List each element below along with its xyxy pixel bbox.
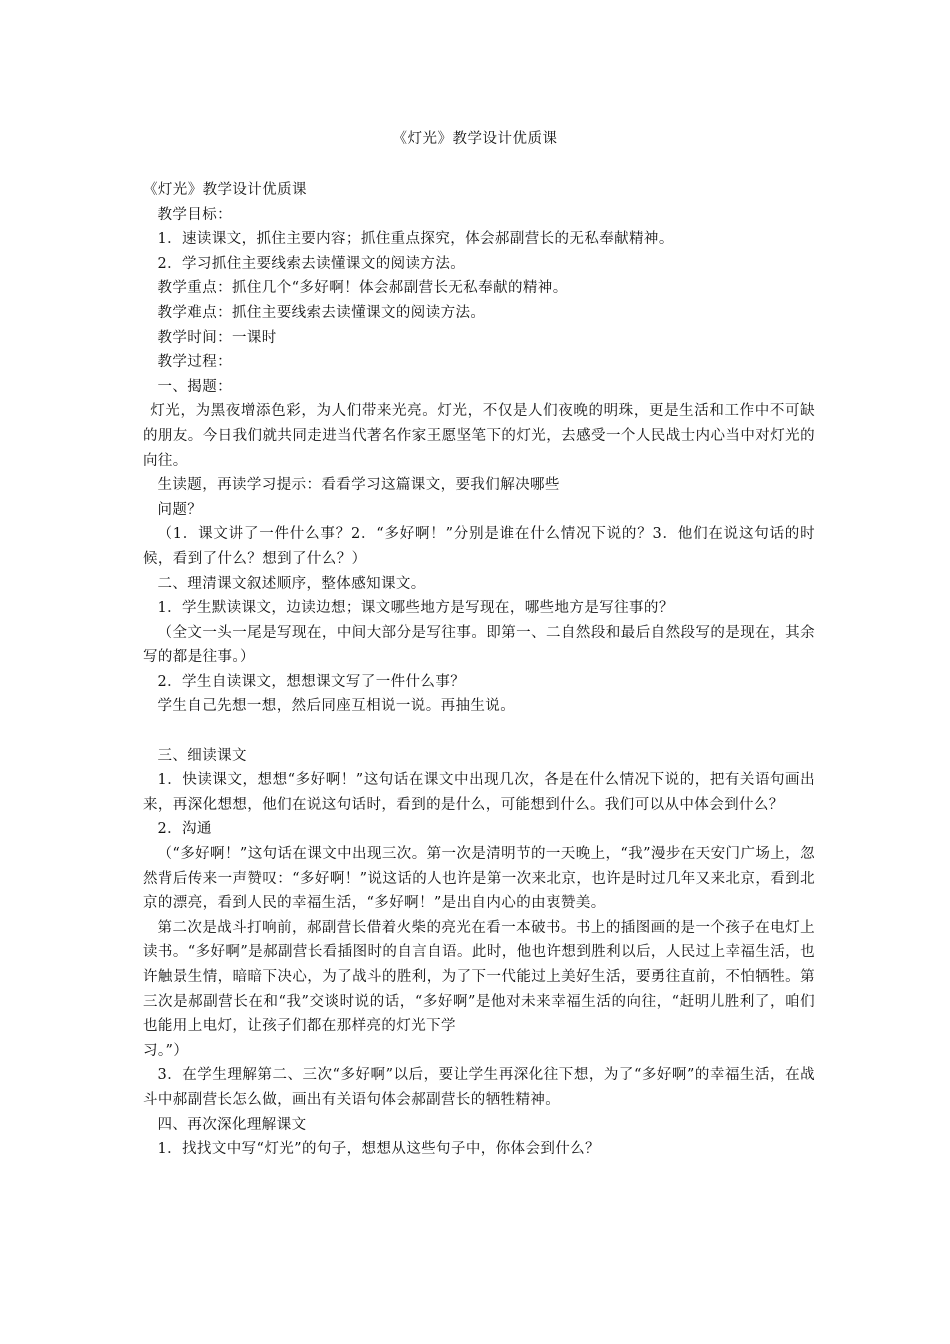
reading-prompt-line: 生读题，再读学习提示：看看学习这篇课文，要我们解决哪些	[157, 477, 560, 494]
step-3-2-answer-part2: 第二次是战斗打响前，郝副营长借着火柴的亮光在看一本破书。书上的插图画的是一个孩子在电灯上读书。“多好啊”是郝副营长看插图时的自言自语。此时，他也许想到胜利以后，人民过上幸福生活，也许触景生情，暗暗下决心，为了战斗的胜利，为了下一代能过上美好生活，要勇往直前，不怕牺牲。第三次是郝副营长在和“我”交谈时说的话，“多好啊”是他对未来幸福生活的向往，“赶明儿胜利了，咱们也能用上电灯，让孩子们都在那样亮的灯光下学	[143, 919, 815, 1035]
blank-line	[143, 719, 815, 744]
teaching-difficulty: 教学难点：抓住主要线索去读懂课文的阅读方法。	[157, 304, 486, 321]
section-heading-4: 四、再次深化理解课文	[157, 1116, 307, 1133]
step-3-2-answer-part1: （“多好啊！”这句话在课文中出现三次。第一次是清明节的一天晚上，“我”漫步在天安门广场上，忽然背后传来一声赞叹：“多好啊！”说这话的人也许是第一次来北京，也许是时过几年又来北京，看到北京的漂亮，看到人民的幸福生活，“多好啊！”是出自内心的由衷赞美。	[143, 846, 815, 912]
section-heading-2: 二、理清课文叙述顺序，整体感知课文。	[157, 575, 426, 592]
step-4-1: 1．找找文中写“灯光”的句子，想想从这些句子中，你体会到什么？	[157, 1141, 600, 1158]
step-2-1: 1．学生默读课文，边读边想；课文哪些地方是写现在，哪些地方是写往事的？	[157, 600, 674, 617]
step-3-2: 2．沟通	[157, 821, 212, 838]
step-3-1: 1．快读课文，想想“多好啊！”这句话在课文中出现几次，各是在什么情况下说的，把有关语句画出来，再深化想想，他们在说这句话时，看到的是什么，可能想到什么。我们可以从中体会到什么？	[143, 772, 815, 813]
step-2-1-answer: （全文一头一尾是写现在，中间大部分是写往事。即第一、二自然段和最后自然段写的是现在，其余写的都是往事。）	[143, 624, 815, 666]
teaching-process-heading: 教学过程：	[157, 354, 232, 371]
step-2-2-answer: 学生自己先想一想，然后同座互相说一说。再抽生说。	[157, 698, 516, 715]
teaching-focus: 教学重点：抓住几个“多好啊！体会郝副营长无私奉献的精神。	[157, 280, 568, 297]
step-2-2: 2．学生自读课文，想想课文写了一件什么事？	[157, 673, 466, 690]
reading-prompt-question: 问题？	[157, 501, 203, 518]
step-3-3: 3．在学生理解第二、三次“多好啊”以后，要让学生再深化往下想，为了“多好啊”的幸福生活，在战斗中郝副营长怎么做，画出有关语句体会郝副营长的牺牲精神。	[143, 1067, 815, 1108]
document-title: 《灯光》教学设计优质课	[392, 131, 558, 147]
goal-item-2: 2．学习抓住主要线索去读懂课文的阅读方法。	[157, 255, 466, 272]
section-heading-1: 一、揭题：	[157, 378, 232, 395]
step-3-2-answer-end: 习。”）	[143, 1042, 189, 1059]
questions-paragraph: （1．课文讲了一件什么事？2．“多好啊！”分别是谁在什么情况下说的？3．他们在说这句话的时候，看到了什么？想到了什么？）	[143, 526, 815, 567]
teaching-goals-heading: 教学目标：	[157, 206, 232, 223]
teaching-time: 教学时间：一课时	[157, 329, 277, 346]
intro-paragraph: 灯光，为黑夜增添色彩，为人们带来光亮。灯光，不仅是人们夜晚的明珠，更是生活和工作中不可缺的朋友。今日我们就共同走进当代著名作家王愿坚笔下的灯光，去感受一个人民战士内心当中对灯光的向往。	[143, 403, 815, 469]
goal-item-1: 1．速读课文，抓住主要内容；抓住重点探究，体会郝副营长的无私奉献精神。	[157, 231, 674, 248]
subtitle-line: 《灯光》教学设计优质课	[143, 182, 307, 198]
section-heading-3: 三、细读课文	[157, 747, 247, 764]
document-body	[143, 178, 815, 1162]
